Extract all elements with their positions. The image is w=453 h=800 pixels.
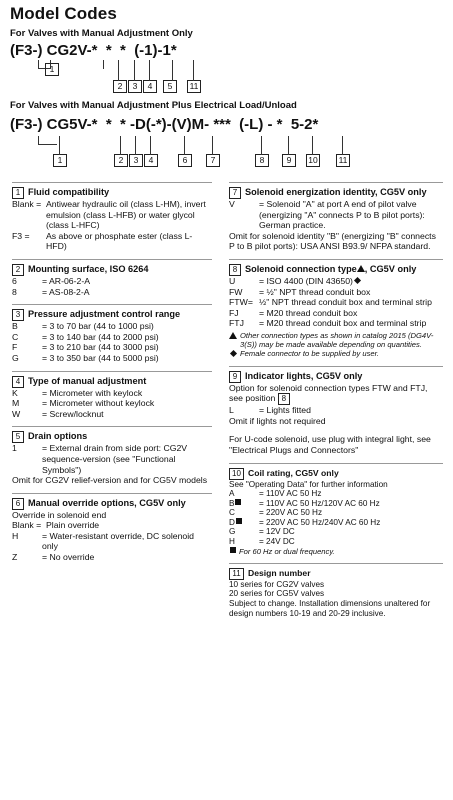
connector-line [261,136,262,155]
section-title: Mounting surface, ISO 6264 [28,263,149,274]
code-desc: = Micrometer without keylock [42,398,155,409]
section-coil-rating [229,463,443,556]
connector-line [172,60,173,81]
code-key: H [12,530,19,541]
code-key: FTW= [229,297,253,308]
section-solenoid-connection [229,259,443,359]
code-box-3: 3 [128,80,142,93]
code-box-2: 2 [113,80,127,93]
triangle-icon [229,332,237,339]
code-box-1: 1 [53,154,67,167]
code-box-11: 11 [336,154,350,167]
code-desc: = 3 to 140 bar (44 to 2000 psi) [42,331,159,342]
footnote: Other connection types as shown in catalog 2015 (DG4V-3(S)) may be made available depending on quantities. [240,330,434,350]
code-box-11: 11 [187,80,201,93]
code-desc: = 110V AC 50 Hz/120V AC 60 Hz [259,498,380,508]
code-box-6: 6 [178,154,192,167]
code-key: V [229,199,235,209]
section-title-suffix: , CG5V only [364,263,417,274]
code-desc: Antiwear hydraulic oil (class L-HM), invert emulsion (class L-HFB) or water glycol (class L-HFC) [46,199,206,231]
code-key: M [12,398,20,409]
code-desc: = ISO 4400 (DIN 43650) [259,275,353,286]
section-number: 6 [12,498,24,510]
code-key: F3 = [12,230,30,241]
code-desc: = Screw/locknut [42,408,104,419]
design-line: Subject to change. Installation dimensions unaltered for design numbers 10-19 and 20-29 inclusive. [229,599,431,618]
section-extra: For U-code solenoid, use plug with integral light, see "Electrical Plugs and Connectors" [229,434,431,455]
connector-line [103,60,104,69]
code-desc: = 12V DC [259,527,295,537]
section-title: Solenoid connection type [245,263,357,274]
code-key: 6 [12,275,17,286]
code-key: K [12,387,18,398]
code-key: FTJ [229,318,244,329]
code-key: 8 [12,286,17,297]
page-title: Model Codes [10,4,117,23]
footnote: Female connector to be supplied by user. [240,349,380,359]
position-ref-box: 8 [278,393,290,405]
section-title: Drain options [28,431,88,442]
code-key: B [229,498,235,508]
code-desc: Plain override [46,520,100,531]
code-key: L [229,405,234,416]
code-box-8: 8 [255,154,269,167]
connector-line [288,136,289,155]
code-desc: = 220V AC 50 Hz/240V AC 60 Hz [259,517,381,527]
square-marker-icon [236,518,242,524]
section-note: Omit for solenoid identity "B" (energizing "B" connects P to B pilot ports): USA ANSI B93.9/ NFPA standard. [229,230,436,252]
code-key: Blank = [12,520,42,531]
code-desc: As above or phosphate ester (class L-HFD) [46,230,193,252]
code-key: FJ [229,307,239,318]
code-key: F [12,342,18,353]
connector-line [150,136,151,155]
connector-line [149,60,150,81]
header2-subtitle: For Valves with Manual Adjustment Plus Electrical Load/Unload [10,100,297,111]
connector-line [38,60,39,69]
section-title: Coil rating, CG5V only [248,467,339,478]
code-key: G [229,527,236,537]
section-intro: Override in solenoid end [12,509,107,520]
code-box-3: 3 [129,154,143,167]
code-desc: = 3 to 350 bar (44 to 5000 psi) [42,352,159,363]
code-desc: = M20 thread conduit box [259,307,358,318]
code-box-10: 10 [306,154,320,167]
section-pressure-adjustment [12,304,212,363]
connector-line [38,136,57,145]
code-desc: = No override [42,552,95,563]
section-number: 7 [229,187,241,199]
section-number: 9 [229,371,241,383]
code-desc: = Solenoid "A" at port A end of pilot valve (energizing "A" connects P to B pilot ports): German practice. [259,199,425,231]
code-box-1: 1 [45,63,59,76]
code-key: H [229,537,235,547]
section-intro: See "Operating Data" for further information [229,479,388,489]
connector-line [135,136,136,155]
connector-line [184,136,185,155]
code-key: C [229,508,235,518]
connector-line [342,136,343,155]
design-line: 20 series for CG5V valves [229,589,325,599]
code-desc: = 3 to 210 bar (44 to 3000 psi) [42,342,159,353]
diamond-icon [230,350,237,357]
code-key: Blank = [12,199,42,209]
code-box-5: 5 [163,80,177,93]
code-box-9: 9 [282,154,296,167]
code-key: G [12,352,19,363]
section-number: 5 [12,431,24,443]
connector-line [212,136,213,155]
section-solenoid-energization [229,182,443,252]
code-desc: = 24V DC [259,537,295,547]
footnote: For 60 Hz or dual frequency. [239,546,335,556]
right-column [229,182,443,625]
code-desc: = Micrometer with keylock [42,387,143,398]
code-desc: = Lights fitted [259,405,311,416]
code-key: 1 [12,443,17,454]
section-fluid-compatibility [12,182,212,252]
code-key: B [12,321,18,332]
section-number: 4 [12,376,24,388]
code-key: Z [12,552,18,563]
section-title: Fluid compatibility [28,187,110,197]
code-box-2: 2 [114,154,128,167]
code-key: C [12,331,19,342]
design-line: 10 series for CG2V valves [229,579,325,589]
section-mounting-surface [12,259,212,297]
section-number: 8 [229,264,241,276]
section-number: 3 [12,309,24,321]
section-title: Manual override options, CG5V only [28,497,186,508]
code-box-4: 4 [143,80,157,93]
section-note: Omit if lights not required [229,415,326,426]
section-title: Type of manual adjustment [28,375,147,386]
code-desc: = AS-08-2-A [42,286,90,297]
code-desc: = Water-resistant override, DC solenoid only [42,530,195,552]
code-box-4: 4 [144,154,158,167]
section-intro: Option for solenoid connection types FTW and FTJ, see position [229,382,428,404]
code-box-7: 7 [206,154,220,167]
header1-subtitle: For Valves with Manual Adjustment Only [10,28,193,39]
section-design-number [229,563,443,618]
section-title: Pressure adjustment control range [28,309,181,320]
square-marker-icon [235,499,241,505]
connector-line [120,136,121,155]
section-manual-override [12,493,212,563]
code-desc: = AR-06-2-A [42,275,91,286]
diamond-icon [354,277,361,284]
code-key: U [229,275,236,286]
connector-line [59,136,60,155]
section-title: Design number [248,567,311,578]
header1-code: (F3-) CG2V-* * * (-1)-1* [10,42,177,59]
code-key: D [229,517,235,527]
code-desc: = M20 thread conduit box and terminal strip [259,318,427,329]
code-desc: = 3 to 70 bar (44 to 1000 psi) [42,321,154,332]
section-note: Omit for CG2V relief-version and for CG5V models [12,475,208,486]
section-title: Indicator lights, CG5V only [245,370,363,381]
section-number: 2 [12,264,24,276]
connector-line [312,136,313,155]
section-number: 11 [229,568,244,580]
code-desc: = ½" NPT thread conduit box [259,286,371,297]
square-marker-icon [230,547,236,553]
code-desc: = 110V AC 50 Hz [259,489,322,499]
left-column [12,182,212,570]
section-manual-adjustment [12,371,212,420]
section-indicator-lights [229,366,443,456]
code-desc: ½" NPT thread conduit box and terminal strip [259,297,432,308]
connector-line [134,60,135,81]
header2-code: (F3-) CG5V-* * * -D(-*)-(V)M- *** (-L) - * 5-2* [10,116,319,133]
code-desc: = 220V AC 50 Hz [259,508,323,518]
section-title: Solenoid energization identity, CG5V only [245,187,427,197]
code-desc: = External drain from side port: CG2V sequence-version (see "Functional Symbols") [42,443,188,475]
code-key: A [229,489,235,499]
triangle-icon [357,265,365,272]
code-key: FW [229,286,243,297]
code-key: W [12,408,21,419]
connector-line [118,60,119,81]
section-number: 1 [12,187,24,199]
section-number: 10 [229,468,244,480]
connector-line [193,60,194,81]
section-drain-options [12,426,212,485]
